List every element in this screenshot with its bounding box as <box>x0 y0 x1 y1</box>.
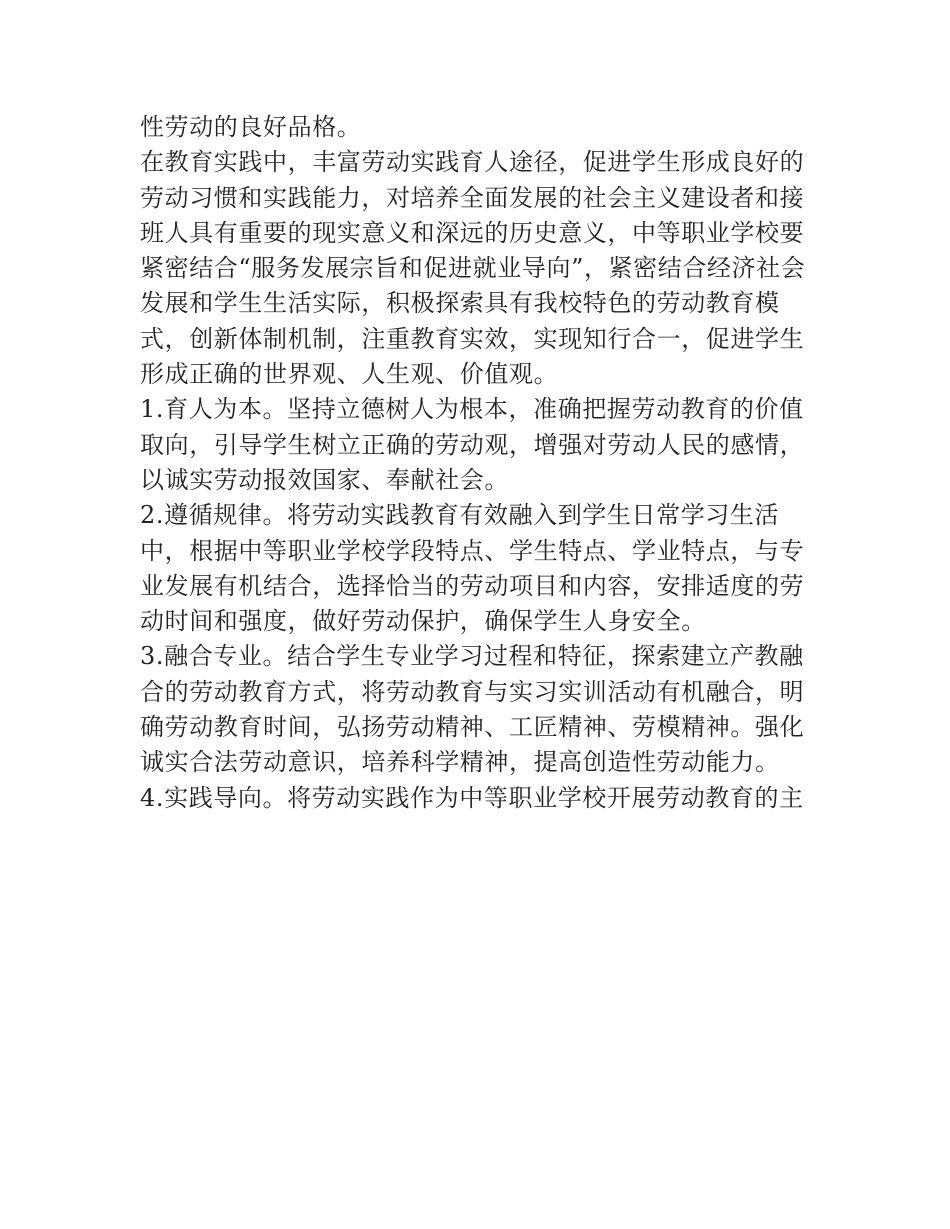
text-line-2: 在教育实践中，丰富劳动实践育人途径，促进学生形成良好的 <box>140 148 805 177</box>
text-line-13: 中，根据中等职业学校学段特点、学生特点、学业特点，与专 <box>140 536 805 565</box>
text-line-12: 2.遵循规律。将劳动实践教育有效融入到学生日常学习生活 <box>140 501 780 530</box>
text-line-14: 业发展有机结合，选择恰当的劳动项目和内容，安排适度的劳 <box>140 571 805 600</box>
text-line-11: 以诚实劳动报效国家、奉献社会。 <box>140 465 509 494</box>
document-body <box>140 110 820 816</box>
text-line-9: 1.育人为本。坚持立德树人为根本，准确把握劳动教育的价值 <box>140 395 804 424</box>
text-line-18: 确劳动教育时间，弘扬劳动精神、工匠精神、劳模精神。强化 <box>140 713 805 742</box>
text-line-7: 式，创新体制机制，注重教育实效，实现知行合一，促进学生 <box>140 324 805 353</box>
text-line-10: 取向，引导学生树立正确的劳动观，增强对劳动人民的感情， <box>140 430 805 459</box>
text-line-20: 4.实践导向。将劳动实践作为中等职业学校开展劳动教育的主 <box>140 783 804 812</box>
text-line-6: 发展和学生生活实际，积极探索具有我校特色的劳动教育模 <box>140 289 780 318</box>
text-line-8: 形成正确的世界观、人生观、价值观。 <box>140 360 559 389</box>
text-line-17: 合的劳动教育方式，将劳动教育与实习实训活动有机融合，明 <box>140 677 805 706</box>
text-line-15: 动时间和强度，做好劳动保护，确保学生人身安全。 <box>140 607 706 636</box>
text-line-3: 劳动习惯和实践能力，对培养全面发展的社会主义建设者和接 <box>140 183 805 212</box>
text-line-5: 紧密结合“服务发展宗旨和促进就业导向”，紧密结合经济社会 <box>140 254 806 283</box>
text-line-16: 3.融合专业。结合学生专业学习过程和特征，探索建立产教融 <box>140 642 804 671</box>
text-line-4: 班人具有重要的现实意义和深远的历史意义，中等职业学校要 <box>140 218 805 247</box>
text-line-1: 性劳动的良好品格。 <box>140 113 362 141</box>
text-line-19: 诚实合法劳动意识，培养科学精神，提高创造性劳动能力。 <box>140 748 780 777</box>
